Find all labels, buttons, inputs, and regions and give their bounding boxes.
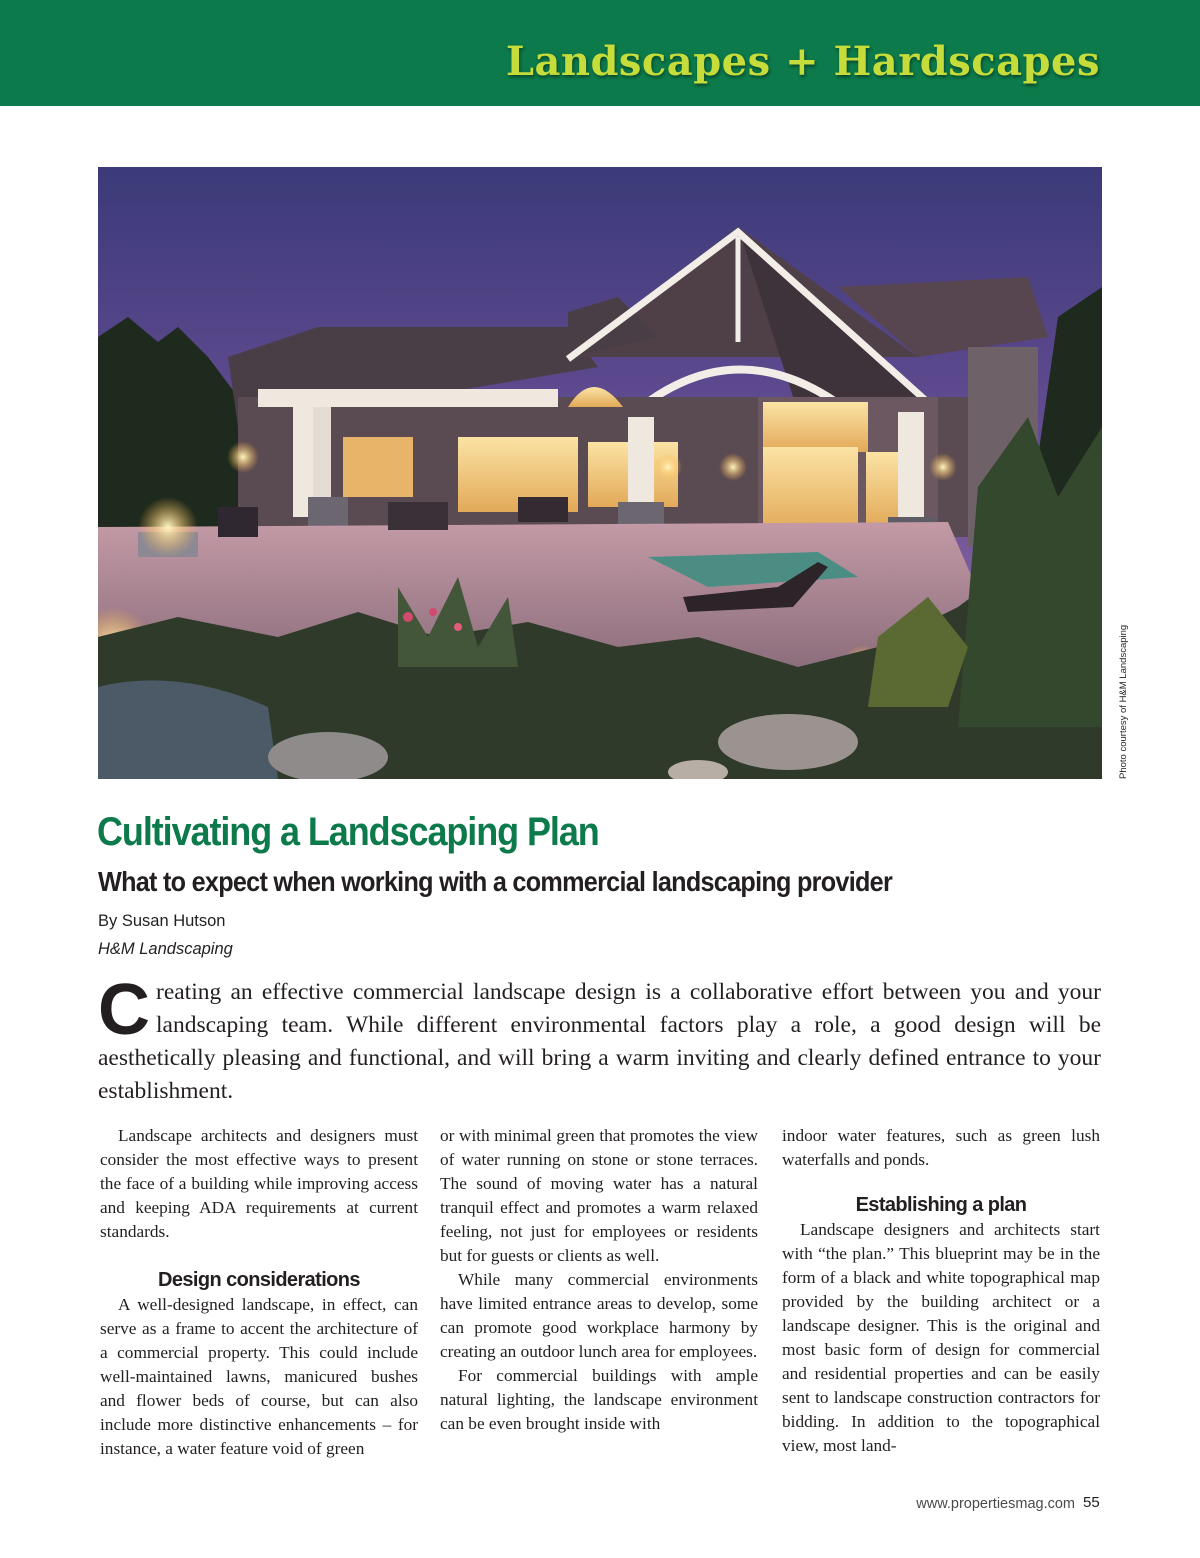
- house-illustration: [98, 167, 1102, 779]
- column-paragraph: Landscape architects and designers must consider the most effective ways to present the face of a building while improving access and keeping ADA requirements at current standards.: [100, 1126, 418, 1241]
- column-1: [100, 1124, 418, 1461]
- section-heading-plan: Establishing a plan: [855, 1194, 1027, 1216]
- column-paragraph: A well-designed landscape, in effect, can serve as a frame to accent the architecture of a commercial property. This could include well-maintained lawns, manicured bushes and flower beds of course, but can also include more distinctive enhancements – for instance, a water feature void of green: [100, 1295, 418, 1458]
- article-headline: Cultivating a Landscaping Plan: [97, 810, 599, 854]
- intro-paragraph: [98, 970, 1101, 1108]
- column-3: [782, 1124, 1100, 1458]
- column-2: [440, 1124, 758, 1436]
- section-heading-design: Design considerations: [158, 1269, 360, 1291]
- article-subhead: What to expect when working with a commercial landscaping provider: [98, 866, 893, 897]
- column-paragraph: or with minimal green that promotes the view of water running on stone or stone terraces. The sound of moving water has a natural tranquil effect and promotes a warm relaxed feeling, not just for employees or residents but for guests or clients as well.: [440, 1126, 758, 1265]
- section-banner: [0, 0, 1200, 106]
- intro-text: reating an effective commercial landscape design is a collaborative effort between you and your landscaping team. While different environmental factors play a role, a good design will be aesthetically pleasing and functional, and will bring a warm inviting and clearly defined entrance to your establishment.: [98, 979, 1101, 1104]
- byline: By Susan Hutson: [98, 912, 226, 930]
- column-paragraph: indoor water features, such as green lush waterfalls and ponds.: [782, 1126, 1100, 1169]
- column-paragraph: While many commercial environments have limited entrance areas to develop, some can promote good workplace harmony by creating an outdoor lunch area for employees.: [440, 1270, 758, 1361]
- author-affiliation: H&M Landscaping: [98, 940, 233, 958]
- section-title: Landscapes + Hardscapes: [505, 38, 1100, 85]
- column-paragraph: For commercial buildings with ample natural lighting, the landscape environment can be even brought inside with: [440, 1366, 758, 1433]
- page-number: 55: [1083, 1494, 1100, 1511]
- column-paragraph: Landscape designers and architects start with “the plan.” This blueprint may be in the form of a black and white topographical map provided by the building architect or a landscape designer. This is the original and most basic form of design for commercial and residential properties and can be easily sent to landscape construction contractors for bidding. In addition to the topographical view, most land-: [782, 1220, 1100, 1455]
- hero-photo: [98, 167, 1102, 779]
- drop-cap: C: [98, 970, 150, 1050]
- footer-url: www.propertiesmag.com: [916, 1496, 1075, 1512]
